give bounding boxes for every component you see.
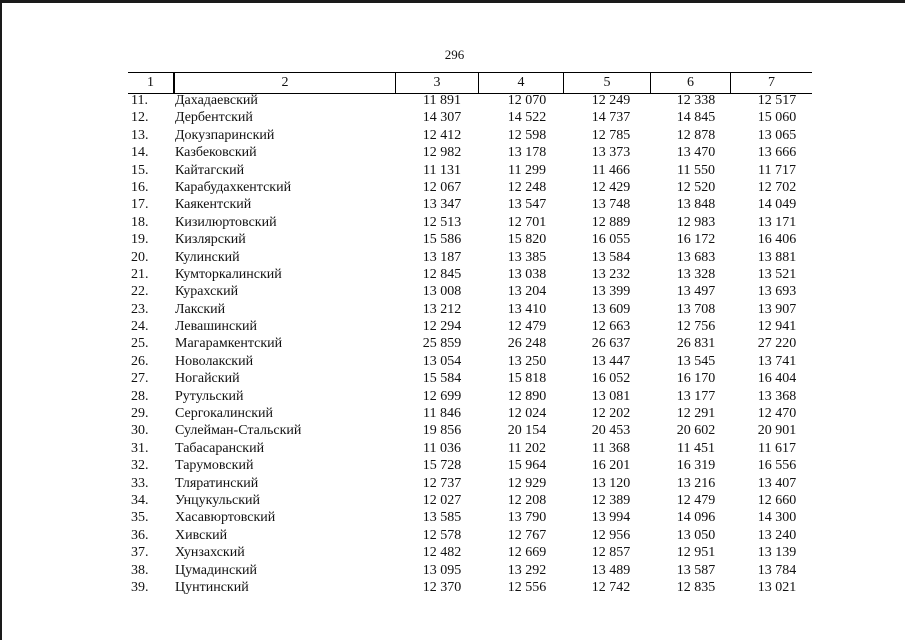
page-number: 296 <box>444 47 465 62</box>
value-col-3: 19 856 <box>422 423 462 439</box>
row-number: 25. <box>131 336 149 352</box>
table-row <box>128 231 818 248</box>
district-name: Новолакский <box>175 353 254 369</box>
table-row <box>128 370 818 387</box>
value-col-7: 13 741 <box>757 353 797 369</box>
district-name: Казбековский <box>175 145 257 161</box>
value-col-7: 16 406 <box>757 232 797 248</box>
value-col-4: 12 767 <box>507 527 547 543</box>
value-col-7: 14 049 <box>757 197 797 213</box>
value-col-7: 13 021 <box>757 579 797 595</box>
row-number: 19. <box>131 232 149 248</box>
value-col-5: 13 748 <box>591 197 631 213</box>
value-col-7: 13 784 <box>757 562 797 578</box>
district-name: Сулейман-Стальский <box>175 423 302 439</box>
value-col-3: 12 845 <box>422 266 462 282</box>
value-col-4: 20 154 <box>507 423 547 439</box>
value-col-6: 13 050 <box>676 527 716 543</box>
table-row <box>128 144 818 161</box>
value-col-7: 12 470 <box>757 406 797 422</box>
district-name: Карабудахкентский <box>175 179 292 195</box>
value-col-3: 11 891 <box>423 93 461 108</box>
table-row <box>128 475 818 492</box>
table-row <box>128 492 818 509</box>
district-name: Докузпаринский <box>175 127 275 143</box>
table-row <box>128 283 818 300</box>
value-col-6: 16 172 <box>676 232 716 248</box>
value-col-6: 14 096 <box>676 510 716 526</box>
value-col-4: 13 790 <box>507 510 547 526</box>
district-name: Левашинский <box>175 319 258 335</box>
table-row <box>128 388 818 405</box>
value-col-3: 12 412 <box>422 127 462 143</box>
value-col-3: 12 370 <box>422 579 462 595</box>
value-col-5: 13 081 <box>591 388 631 404</box>
value-col-5: 13 584 <box>591 249 631 265</box>
row-number: 12. <box>131 110 149 126</box>
value-col-3: 12 699 <box>422 388 462 404</box>
value-col-4: 12 208 <box>507 492 547 508</box>
table-row <box>128 440 818 457</box>
value-col-5: 13 447 <box>591 353 631 369</box>
table-row <box>128 579 818 596</box>
value-col-6: 16 170 <box>676 371 716 387</box>
header-col-1: 1 <box>147 75 154 90</box>
value-col-4: 13 547 <box>507 197 547 213</box>
row-number: 24. <box>131 319 149 335</box>
value-col-7: 13 907 <box>757 301 797 317</box>
value-col-6: 16 319 <box>676 458 716 474</box>
value-col-7: 11 617 <box>758 440 796 456</box>
table-row <box>128 562 818 579</box>
value-col-5: 13 373 <box>591 145 631 161</box>
value-col-4: 12 890 <box>507 388 547 404</box>
district-name: Тляратинский <box>175 475 259 491</box>
value-col-3: 11 131 <box>423 162 461 178</box>
district-name: Кизилюртовский <box>175 214 277 230</box>
district-name: Цумадинский <box>175 562 258 578</box>
value-col-4: 11 202 <box>508 440 546 456</box>
value-col-6: 12 951 <box>676 545 716 561</box>
value-col-6: 12 835 <box>676 579 716 595</box>
district-name: Лакский <box>175 301 226 317</box>
row-number: 11. <box>131 93 148 108</box>
district-name: Дербентский <box>175 110 253 126</box>
value-col-4: 13 178 <box>507 145 547 161</box>
value-col-6: 12 338 <box>676 93 716 108</box>
value-col-3: 14 307 <box>422 110 462 126</box>
header-col-7: 7 <box>730 73 812 93</box>
table-row <box>128 422 818 439</box>
value-col-7: 13 139 <box>757 545 797 561</box>
value-col-3: 15 586 <box>422 232 462 248</box>
district-name: Магарамкентский <box>175 336 283 352</box>
row-number: 31. <box>131 440 149 456</box>
value-col-4: 13 250 <box>507 353 547 369</box>
value-col-5: 12 857 <box>591 545 631 561</box>
value-col-5: 12 202 <box>591 406 631 422</box>
row-number: 17. <box>131 197 149 213</box>
value-col-4: 12 701 <box>507 214 547 230</box>
district-name: Кумторкалинский <box>175 266 282 282</box>
value-col-4: 12 248 <box>507 179 547 195</box>
value-col-7: 13 065 <box>757 127 797 143</box>
district-name: Сергокалинский <box>175 406 274 422</box>
value-col-4: 12 070 <box>507 93 547 108</box>
value-col-3: 12 578 <box>422 527 462 543</box>
value-col-5: 12 429 <box>591 179 631 195</box>
value-col-7: 11 717 <box>758 162 796 178</box>
value-col-6: 12 291 <box>676 406 716 422</box>
value-col-4: 12 024 <box>507 406 547 422</box>
value-col-7: 12 517 <box>757 93 797 108</box>
value-col-5: 20 453 <box>591 423 631 439</box>
value-col-5: 13 120 <box>591 475 631 491</box>
value-col-3: 12 067 <box>422 179 462 195</box>
value-col-4: 13 410 <box>507 301 547 317</box>
value-col-7: 20 901 <box>757 423 797 439</box>
value-col-6: 13 470 <box>676 145 716 161</box>
row-number: 39. <box>131 579 149 595</box>
district-name: Ногайский <box>175 371 240 387</box>
value-col-4: 12 929 <box>507 475 547 491</box>
district-name: Хасавюртовский <box>175 510 276 526</box>
value-col-5: 12 249 <box>591 93 631 108</box>
value-col-3: 12 737 <box>422 475 462 491</box>
value-col-3: 12 027 <box>422 492 462 508</box>
value-col-6: 13 328 <box>676 266 716 282</box>
header-col-6: 6 <box>650 73 730 93</box>
table-header-row <box>128 72 812 94</box>
value-col-3: 13 008 <box>422 284 462 300</box>
value-col-5: 13 994 <box>591 510 631 526</box>
value-col-4: 11 299 <box>508 162 546 178</box>
row-number: 18. <box>131 214 149 230</box>
table-row <box>128 196 818 213</box>
value-col-6: 13 587 <box>676 562 716 578</box>
district-name: Кизлярский <box>175 232 246 248</box>
value-col-7: 13 693 <box>757 284 797 300</box>
value-col-6: 12 756 <box>676 319 716 335</box>
row-number: 36. <box>131 527 149 543</box>
district-name: Цунтинский <box>175 579 249 595</box>
row-number: 13. <box>131 127 149 143</box>
table-row <box>128 353 818 370</box>
value-col-4: 13 204 <box>507 284 547 300</box>
table-row <box>128 335 818 352</box>
value-col-5: 16 052 <box>591 371 631 387</box>
value-col-7: 13 407 <box>757 475 797 491</box>
value-col-4: 13 385 <box>507 249 547 265</box>
row-number: 30. <box>131 423 149 439</box>
table-row <box>128 249 818 266</box>
value-col-6: 12 479 <box>676 492 716 508</box>
table-row <box>128 301 818 318</box>
value-col-6: 11 451 <box>677 440 715 456</box>
value-col-7: 13 368 <box>757 388 797 404</box>
value-col-4: 15 818 <box>507 371 547 387</box>
value-col-6: 13 216 <box>676 475 716 491</box>
value-col-5: 12 663 <box>591 319 631 335</box>
row-number: 33. <box>131 475 149 491</box>
value-col-7: 13 521 <box>757 266 797 282</box>
header-col-3: 3 <box>395 73 478 93</box>
value-col-6: 12 983 <box>676 214 716 230</box>
table-row <box>128 544 818 561</box>
value-col-6: 13 497 <box>676 284 716 300</box>
row-number: 38. <box>131 562 149 578</box>
value-col-4: 15 964 <box>507 458 547 474</box>
value-col-3: 13 212 <box>422 301 462 317</box>
district-name: Курахский <box>175 284 239 300</box>
header-col-2: 2 <box>173 73 395 93</box>
row-number: 37. <box>131 545 149 561</box>
value-col-3: 11 036 <box>423 440 461 456</box>
value-col-5: 12 785 <box>591 127 631 143</box>
row-number: 22. <box>131 284 149 300</box>
row-number: 27. <box>131 371 149 387</box>
table-row <box>128 179 818 196</box>
value-col-3: 13 095 <box>422 562 462 578</box>
value-col-3: 13 347 <box>422 197 462 213</box>
row-number: 16. <box>131 179 149 195</box>
value-col-4: 13 292 <box>507 562 547 578</box>
value-col-5: 12 956 <box>591 527 631 543</box>
value-col-7: 13 171 <box>757 214 797 230</box>
value-col-3: 12 982 <box>422 145 462 161</box>
row-number: 34. <box>131 492 149 508</box>
district-name: Табасаранский <box>175 440 265 456</box>
value-col-5: 13 489 <box>591 562 631 578</box>
table-row <box>128 127 818 144</box>
table-row <box>128 109 818 126</box>
value-col-4: 14 522 <box>507 110 547 126</box>
row-number: 23. <box>131 301 149 317</box>
value-col-7: 15 060 <box>757 110 797 126</box>
row-number: 26. <box>131 353 149 369</box>
value-col-3: 25 859 <box>422 336 462 352</box>
value-col-3: 12 513 <box>422 214 462 230</box>
district-name: Хунзахский <box>175 545 245 561</box>
value-col-3: 12 482 <box>422 545 462 561</box>
value-col-5: 16 201 <box>591 458 631 474</box>
table-row <box>128 266 818 283</box>
value-col-6: 13 177 <box>676 388 716 404</box>
value-col-6: 11 550 <box>677 162 715 178</box>
value-col-5: 13 609 <box>591 301 631 317</box>
row-number: 29. <box>131 406 149 422</box>
district-name: Унцукульский <box>175 492 261 508</box>
table-row <box>128 318 818 335</box>
value-col-7: 13 666 <box>757 145 797 161</box>
value-col-3: 13 054 <box>422 353 462 369</box>
value-col-7: 12 941 <box>757 319 797 335</box>
value-col-5: 26 637 <box>591 336 631 352</box>
value-col-3: 15 584 <box>422 371 462 387</box>
table-row <box>128 457 818 474</box>
value-col-5: 12 389 <box>591 492 631 508</box>
table-row <box>128 214 818 231</box>
value-col-6: 13 683 <box>676 249 716 265</box>
value-col-3: 13 585 <box>422 510 462 526</box>
value-col-6: 14 845 <box>676 110 716 126</box>
value-col-7: 13 881 <box>757 249 797 265</box>
row-number: 14. <box>131 145 149 161</box>
row-number: 35. <box>131 510 149 526</box>
value-col-6: 12 878 <box>676 127 716 143</box>
value-col-5: 11 466 <box>592 162 630 178</box>
value-col-7: 12 660 <box>757 492 797 508</box>
table-row <box>128 92 818 109</box>
table-row <box>128 509 818 526</box>
value-col-6: 13 708 <box>676 301 716 317</box>
district-name: Дахадаевский <box>175 93 258 108</box>
value-col-7: 16 404 <box>757 371 797 387</box>
district-name: Каякентский <box>175 197 252 213</box>
value-col-6: 20 602 <box>676 423 716 439</box>
table-row <box>128 162 818 179</box>
value-col-6: 13 848 <box>676 197 716 213</box>
value-col-4: 12 479 <box>507 319 547 335</box>
value-col-5: 14 737 <box>591 110 631 126</box>
header-col-5: 5 <box>563 73 650 93</box>
value-col-7: 13 240 <box>757 527 797 543</box>
value-col-3: 12 294 <box>422 319 462 335</box>
value-col-7: 14 300 <box>757 510 797 526</box>
value-col-4: 12 598 <box>507 127 547 143</box>
value-col-7: 12 702 <box>757 179 797 195</box>
table-row <box>128 527 818 544</box>
value-col-3: 13 187 <box>422 249 462 265</box>
value-col-5: 12 889 <box>591 214 631 230</box>
value-col-4: 26 248 <box>507 336 547 352</box>
value-col-5: 11 368 <box>592 440 630 456</box>
header-col-4: 4 <box>478 73 563 93</box>
table-row <box>128 405 818 422</box>
row-number: 20. <box>131 249 149 265</box>
table-body <box>128 92 818 596</box>
value-col-5: 16 055 <box>591 232 631 248</box>
value-col-5: 12 742 <box>591 579 631 595</box>
value-col-7: 27 220 <box>757 336 797 352</box>
district-name: Тарумовский <box>175 458 254 474</box>
value-col-4: 12 556 <box>507 579 547 595</box>
district-name: Хивский <box>175 527 228 543</box>
district-name: Рутульский <box>175 388 244 404</box>
value-col-4: 13 038 <box>507 266 547 282</box>
value-col-6: 13 545 <box>676 353 716 369</box>
value-col-5: 13 232 <box>591 266 631 282</box>
district-name: Кайтагский <box>175 162 245 178</box>
value-col-5: 13 399 <box>591 284 631 300</box>
value-col-4: 15 820 <box>507 232 547 248</box>
value-col-3: 15 728 <box>422 458 462 474</box>
value-col-6: 12 520 <box>676 179 716 195</box>
district-name: Кулинский <box>175 249 240 265</box>
row-number: 21. <box>131 266 149 282</box>
row-number: 32. <box>131 458 149 474</box>
value-col-6: 26 831 <box>676 336 716 352</box>
value-col-4: 12 669 <box>507 545 547 561</box>
row-number: 28. <box>131 388 149 404</box>
row-number: 15. <box>131 162 149 178</box>
value-col-7: 16 556 <box>757 458 797 474</box>
value-col-3: 11 846 <box>423 406 461 422</box>
